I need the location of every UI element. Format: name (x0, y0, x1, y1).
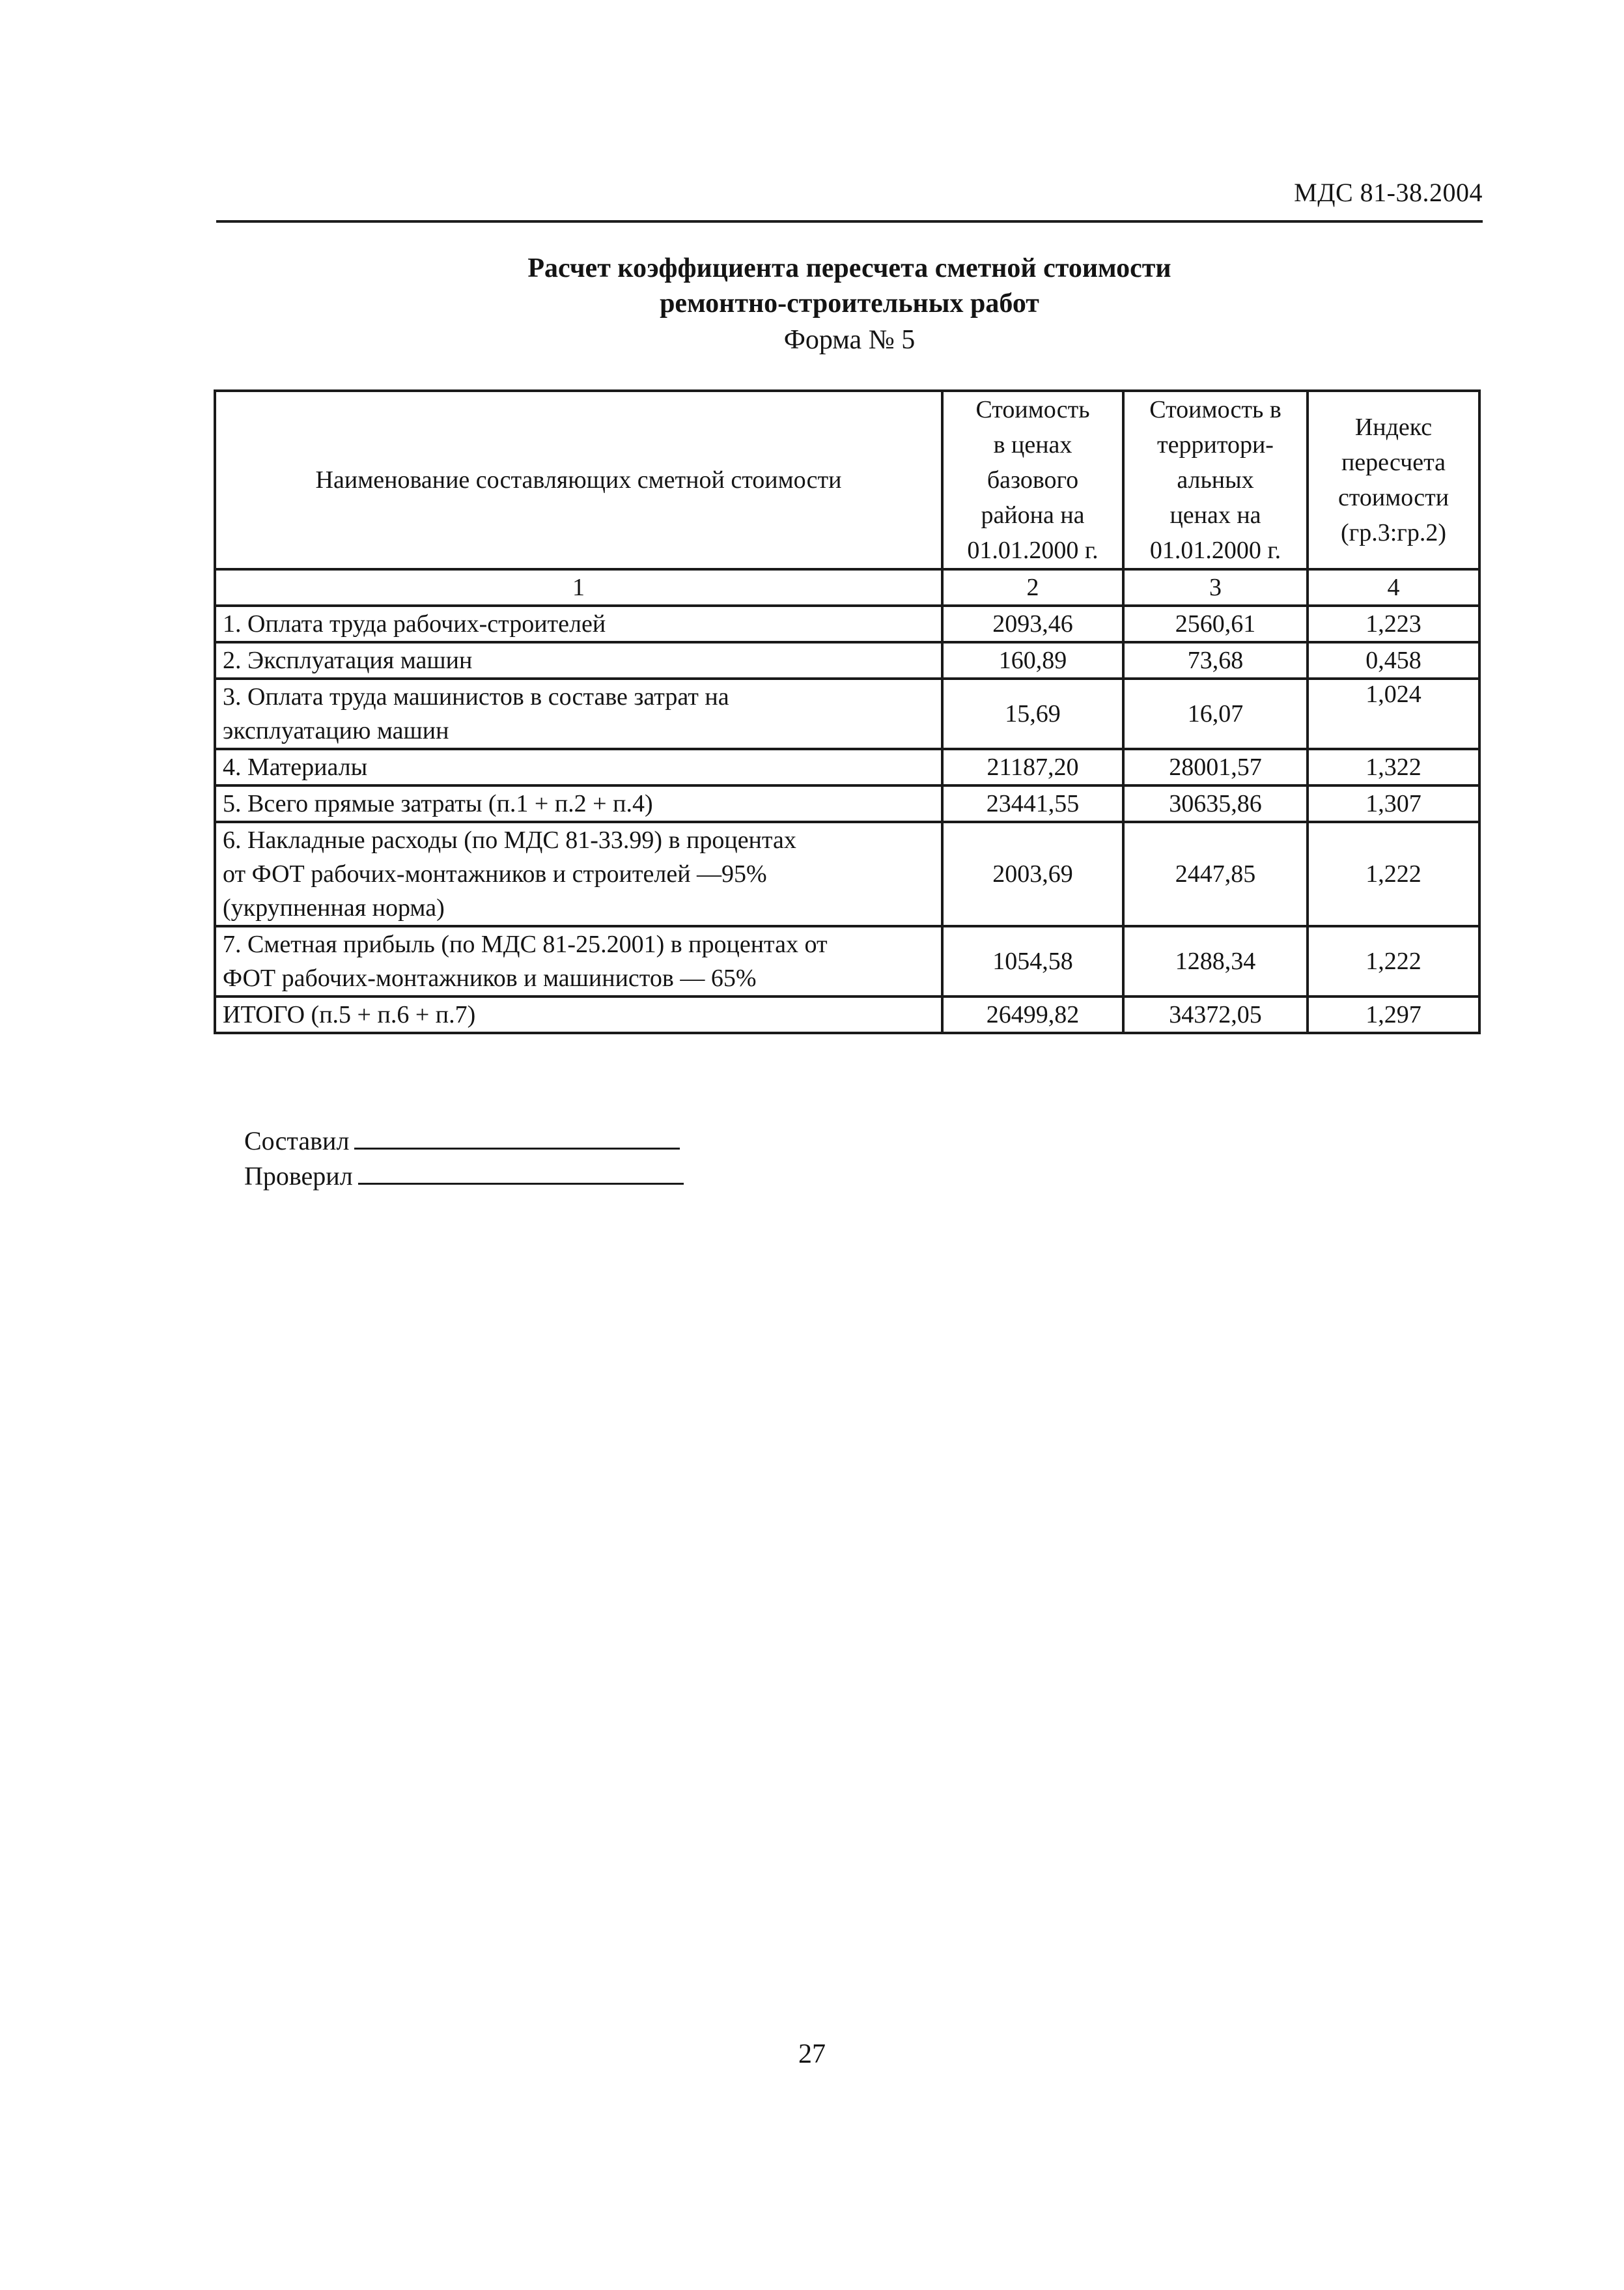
row-index-value: 1,024 (1308, 679, 1479, 749)
header-territorial-line: альных (1177, 466, 1254, 494)
row-territorial-value: 73,68 (1123, 642, 1308, 679)
header-index-line: Индекс (1354, 414, 1433, 441)
row-base-value: 1054,58 (942, 926, 1123, 997)
row-name-line: 5. Всего прямые затраты (п.1 + п.2 + п.4) (223, 790, 653, 817)
row-name-line: 3. Оплата труда машинистов в составе затрат на (223, 683, 729, 711)
table-row (215, 822, 1479, 926)
row-name (215, 822, 942, 926)
column-number: 3 (1123, 569, 1308, 606)
page-number: 27 (798, 2039, 826, 2069)
header-base-line: базового (987, 466, 1079, 494)
row-base-value: 15,69 (942, 679, 1123, 749)
header-base-line: в ценах (993, 431, 1072, 459)
signature-checked (244, 1161, 684, 1191)
row-index-value: 1,222 (1308, 822, 1479, 926)
header-territorial-line: 01.01.2000 г. (1149, 537, 1281, 564)
row-territorial-value: 16,07 (1123, 679, 1308, 749)
header-index-line: (гр.3:гр.2) (1340, 519, 1447, 546)
signature-compiled-label: Составил (244, 1126, 350, 1155)
signature-checked-line[interactable] (358, 1170, 684, 1185)
row-name (215, 785, 942, 822)
row-territorial-value: 28001,57 (1123, 749, 1308, 785)
title-line-2: ремонтно-строительных работ (660, 289, 1039, 318)
signature-compiled-line[interactable] (354, 1135, 680, 1150)
form-number: Форма № 5 (783, 325, 916, 355)
header-territorial-line: ценах на (1169, 502, 1261, 529)
header-index-line: пересчета (1341, 449, 1446, 476)
document-code: МДС 81-38.2004 (1294, 178, 1483, 207)
row-name (215, 926, 942, 997)
table-row (215, 926, 1479, 997)
table-header-row (215, 391, 1479, 569)
title-block (216, 251, 1483, 359)
row-territorial-value: 2447,85 (1123, 822, 1308, 926)
row-name-line: 2. Эксплуатация машин (223, 647, 473, 674)
header-rule (216, 220, 1483, 223)
row-index-value: 0,458 (1308, 642, 1479, 679)
row-territorial-value: 1288,34 (1123, 926, 1308, 997)
signature-checked-label: Проверил (244, 1161, 353, 1191)
row-territorial-value: 2560,61 (1123, 606, 1308, 642)
row-name (215, 606, 942, 642)
row-name (215, 679, 942, 749)
row-index-value: 1,297 (1308, 997, 1479, 1033)
table-row-total (215, 997, 1479, 1033)
row-index-value: 1,223 (1308, 606, 1479, 642)
row-name-line: ИТОГО (п.5 + п.6 + п.7) (223, 1001, 476, 1028)
header-base-line: 01.01.2000 г. (967, 537, 1099, 564)
row-name (215, 749, 942, 785)
table-row (215, 679, 1479, 749)
row-name (215, 642, 942, 679)
row-base-value: 160,89 (942, 642, 1123, 679)
title-line-1: Расчет коэффициента пересчета сметной стоимости (527, 253, 1171, 283)
header-index-line: стоимости (1337, 484, 1449, 511)
row-name-line: 6. Накладные расходы (по МДС 81-33.99) в процентах (223, 827, 796, 854)
row-territorial-value: 34372,05 (1123, 997, 1308, 1033)
table-row (215, 606, 1479, 642)
header-base-price (942, 391, 1123, 569)
header-territorial-line: Стоимость в (1149, 396, 1281, 423)
table-row (215, 642, 1479, 679)
row-index-value: 1,322 (1308, 749, 1479, 785)
column-number: 4 (1308, 569, 1479, 606)
row-name-line: 4. Материалы (223, 754, 368, 781)
column-number-row (215, 569, 1479, 606)
header-territorial-line: территори- (1157, 431, 1274, 459)
header-base-line: Стоимость (975, 396, 1090, 423)
row-territorial-value: 30635,86 (1123, 785, 1308, 822)
header-name: Наименование составляющих сметной стоимости (215, 391, 942, 569)
row-base-value: 26499,82 (942, 997, 1123, 1033)
table-row (215, 785, 1479, 822)
table-row (215, 749, 1479, 785)
header-index (1308, 391, 1479, 569)
row-name (215, 997, 942, 1033)
row-name-line: 1. Оплата труда рабочих-строителей (223, 610, 606, 638)
row-name-line: 7. Сметная прибыль (по МДС 81-25.2001) в процентах от (223, 931, 828, 958)
row-index-value: 1,307 (1308, 785, 1479, 822)
row-base-value: 21187,20 (942, 749, 1123, 785)
row-name-line: эксплуатацию машин (223, 717, 449, 744)
row-name-line: ФОТ рабочих-монтажников и машинистов — 65% (223, 965, 757, 992)
row-index-value: 1,222 (1308, 926, 1479, 997)
row-base-value: 23441,55 (942, 785, 1123, 822)
column-number: 1 (215, 569, 942, 606)
header-territorial-price (1123, 391, 1308, 569)
column-number: 2 (942, 569, 1123, 606)
calculation-table (214, 389, 1481, 1034)
row-name-line: (укрупненная норма) (223, 894, 445, 922)
row-base-value: 2093,46 (942, 606, 1123, 642)
signature-compiled (244, 1125, 680, 1156)
row-name-line: от ФОТ рабочих-монтажников и строителей —95% (223, 860, 767, 888)
header-base-line: района на (981, 502, 1085, 529)
row-base-value: 2003,69 (942, 822, 1123, 926)
